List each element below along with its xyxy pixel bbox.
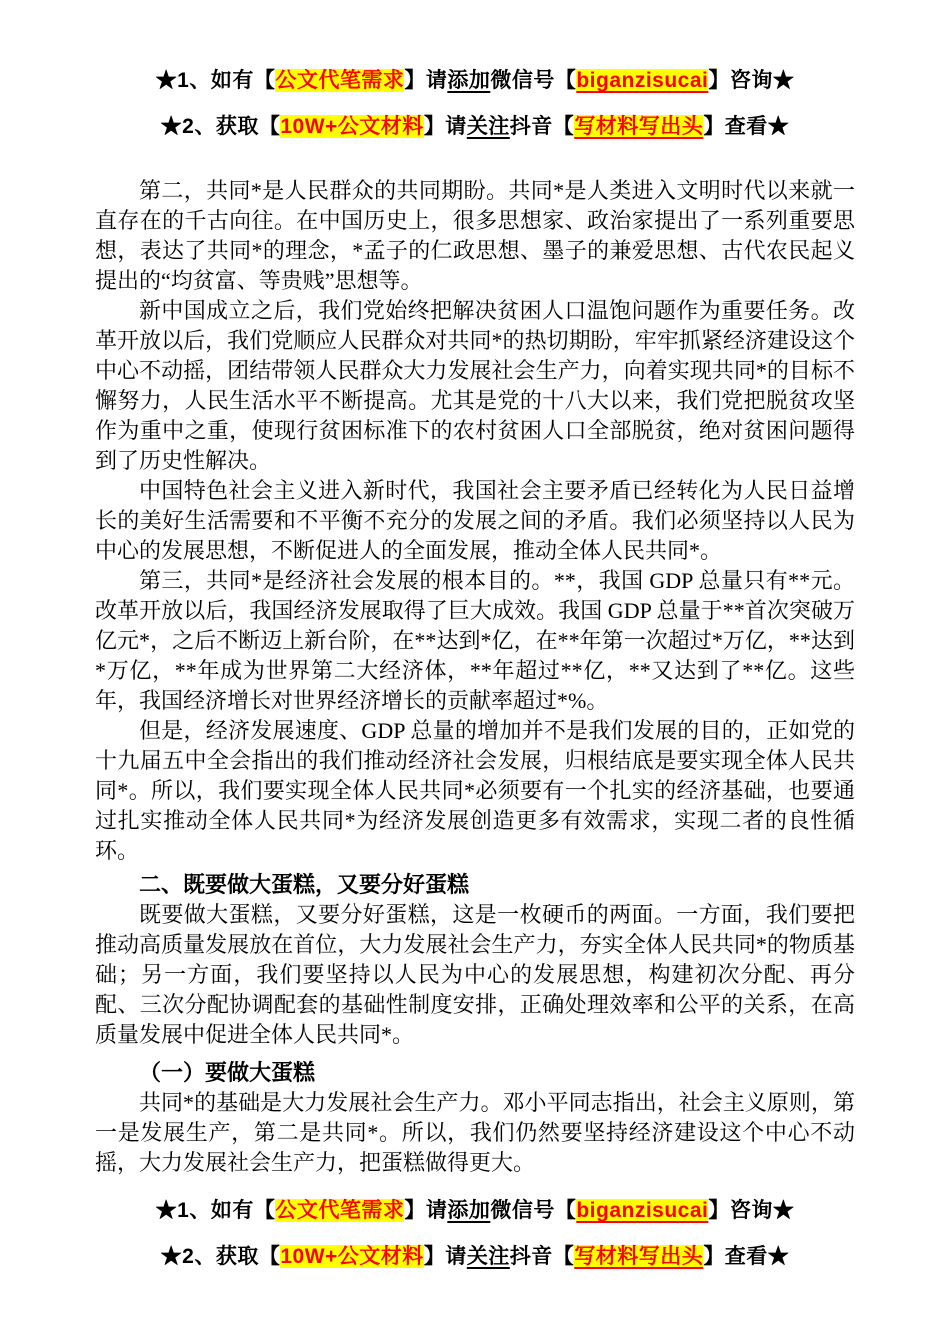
promo1-underline-add: 添加	[447, 1199, 491, 1222]
promo2-douyin-id: 写材料写出头	[574, 1245, 704, 1268]
promo2-mid1: 】请	[423, 115, 467, 138]
promo2-highlight-material: 10W+公文材料	[280, 115, 424, 138]
paragraph-5: 但是，经济发展速度、GDP 总量的增加并不是我们发展的目的，正如党的十九届五中全会指出的我们推动经济社会发展，归根结底是要实现全体人民共同*。所以，我们要实现全体人民共同*必须要有一个扎实的经济基础，也要通过扎实推动全体人民共同*为经济发展创造更多有效需求，实现二者的良性循环。	[95, 718, 855, 863]
promo1-mid2: 微信号【	[490, 69, 577, 92]
paragraph-6: 既要做大蛋糕，又要分好蛋糕，这是一枚硬币的两面。一方面，我们要把推动高质量发展放在首位，大力发展社会生产力，夯实全体人民共同*的物质基础；另一方面，我们要坚持以人民为中心的发展思想，构建初次分配、再分配、三次分配协调配套的基础性制度安排，正确处理效率和公平的关系，在高质量发展中促进全体人民共同*。	[95, 902, 855, 1047]
promo1-suffix: 】咨询★	[708, 1199, 795, 1222]
promo2-underline-follow: 关注	[466, 115, 510, 138]
promo2-suffix: 】查看★	[703, 1245, 790, 1268]
section-heading-2: 二、既要做大蛋糕，又要分好蛋糕	[139, 872, 470, 897]
promo-banner-top	[95, 58, 855, 150]
promo2-prefix: ★2、获取【	[160, 1245, 281, 1268]
paragraph-1: 第二，共同*是人民群众的共同期盼。共同*是人类进入文明时代以来就一直存在的千古向往。在中国历史上，很多思想家、政治家提出了一系列重要思想，表达了共同*的理念，*孟子的仁政思想、墨子的兼爱思想、古代农民起义提出的“均贫富、等贵贱”思想等。	[95, 178, 855, 293]
promo2-mid2: 抖音【	[509, 1245, 575, 1268]
promo2-underline-follow: 关注	[466, 1245, 510, 1268]
promo1-wechat-id: biganzisucai	[576, 69, 709, 92]
promo1-wechat-id: biganzisucai	[576, 1199, 709, 1222]
promo1-underline-add: 添加	[447, 69, 491, 92]
promo-line-1-bottom	[95, 1188, 855, 1234]
promo2-suffix: 】查看★	[703, 115, 790, 138]
promo2-highlight-material: 10W+公文材料	[280, 1245, 424, 1268]
promo1-highlight-service: 公文代笔需求	[275, 69, 405, 92]
promo2-prefix: ★2、获取【	[160, 115, 281, 138]
promo1-mid2: 微信号【	[490, 1199, 577, 1222]
promo1-prefix: ★1、如有【	[155, 69, 276, 92]
paragraph-7: 共同*的基础是大力发展社会生产力。邓小平同志指出，社会主义原则，第一是发展生产，第二是共同*。所以，我们仍然要坚持经济建设这个中心不动摇，大力发展社会生产力，把蛋糕做得更大。	[95, 1090, 855, 1175]
promo-line-2	[95, 104, 855, 150]
promo1-mid1: 】请	[404, 1199, 448, 1222]
promo1-suffix: 】咨询★	[708, 69, 795, 92]
promo1-mid1: 】请	[404, 69, 448, 92]
promo2-mid2: 抖音【	[509, 115, 575, 138]
document-body	[95, 176, 855, 1178]
paragraph-4: 第三，共同*是经济社会发展的根本目的。**，我国 GDP 总量只有**元。改革开放以后，我国经济发展取得了巨大成效。我国 GDP 总量于**首次突破万亿元*，之后不断迈上新台阶，在**达到*亿，在**年第一次超过*万亿，**达到*万亿，**年成为世界第二大经济体，**年超过**亿，**又达到了**亿。这些年，我国经济增长对世界经济增长的贡献率超过*%。	[95, 568, 855, 713]
promo1-prefix: ★1、如有【	[155, 1199, 276, 1222]
paragraph-2: 新中国成立之后，我们党始终把解决贫困人口温饱问题作为重要任务。改革开放以后，我们党顺应人民群众对共同*的热切期盼，牢牢抓紧经济建设这个中心不动摇，团结带领人民群众大力发展社会生产力，向着实现共同*的目标不懈努力，人民生活水平不断提高。尤其是党的十八大以来，我们党把脱贫攻坚作为重中之重，使现行贫困标准下的农村贫困人口全部脱贫，绝对贫困问题得到了历史性解决。	[95, 298, 855, 473]
promo1-highlight-service: 公文代笔需求	[275, 1199, 405, 1222]
promo2-douyin-id: 写材料写出头	[574, 115, 704, 138]
promo-banner-bottom	[95, 1188, 855, 1280]
subsection-heading-1: （一）要做大蛋糕	[139, 1060, 316, 1085]
promo2-mid1: 】请	[423, 1245, 467, 1268]
paragraph-3: 中国特色社会主义进入新时代，我国社会主要矛盾已经转化为人民日益增长的美好生活需要和不平衡不充分的发展之间的矛盾。我们必须坚持以人民为中心的发展思想，不断促进人的全面发展，推动全体人民共同*。	[95, 478, 855, 563]
promo-line-1	[95, 58, 855, 104]
promo-line-2-bottom	[95, 1234, 855, 1280]
